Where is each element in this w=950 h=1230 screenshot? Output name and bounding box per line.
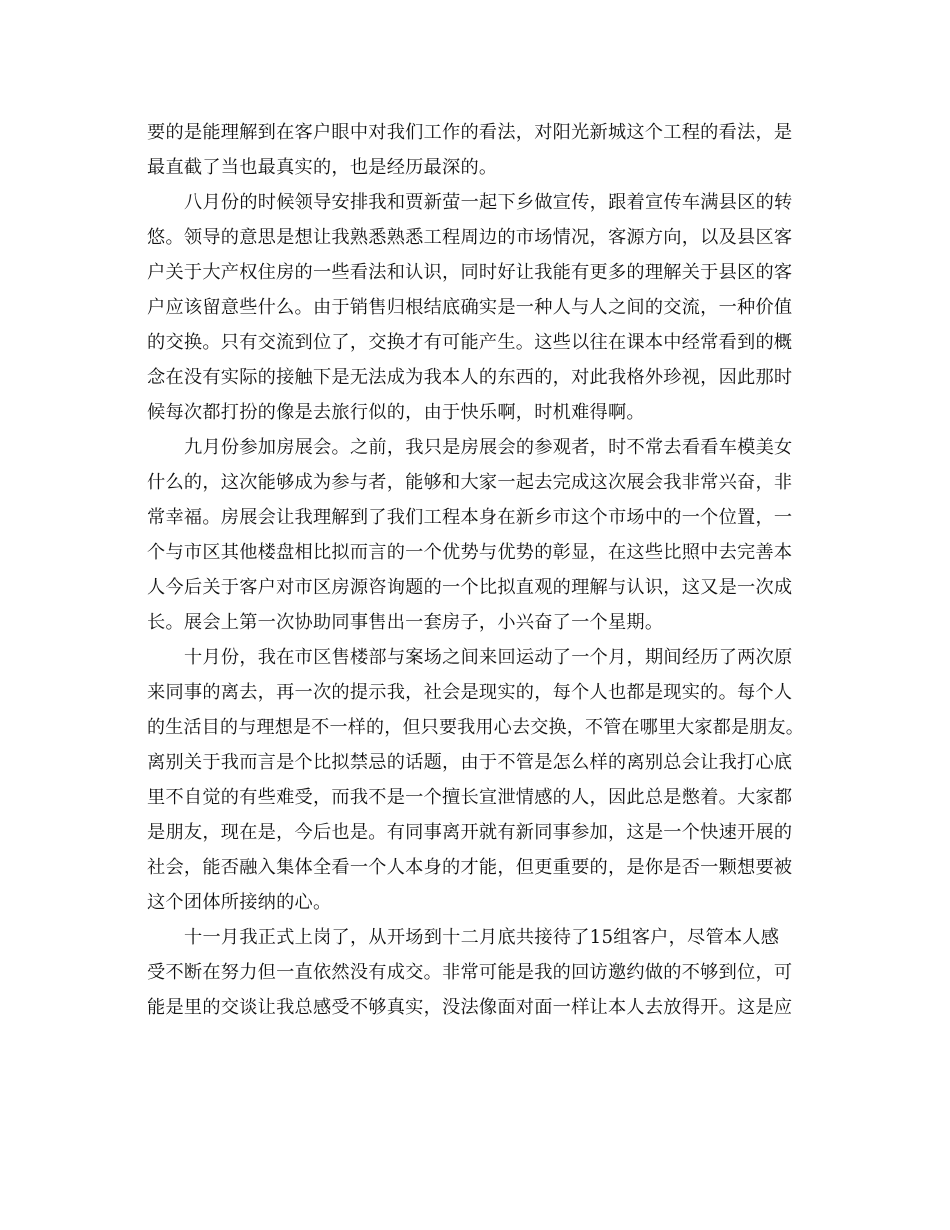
paragraph-start: 十一月我正式上岗了，从开场到十二月底共接待了15组客户，尽管本人感 — [184, 927, 780, 948]
text-line: 什么的，这次能够成为参与者，能够和大家一起去完成这次展会我非常兴奋，非 — [147, 472, 793, 493]
text-line: 的交换。只有交流到位了，交换才有可能产生。这些以往在课本中经常看到的概 — [147, 332, 793, 353]
text-line: 念在没有实际的接触下是无法成为我本人的东西的，对此我格外珍视，因此那时 — [147, 367, 793, 388]
text-line: 常幸福。房展会让我理解到了我们工程本身在新乡市这个市场中的一个位置，一 — [147, 507, 793, 528]
text-line: 来同事的离去，再一次的提示我，社会是现实的，每个人也都是现实的。每个人 — [147, 682, 793, 703]
text-line: 户应该留意些什么。由于销售归根结底确实是一种人与人之间的交流，一种价值 — [147, 297, 793, 318]
text-line: 社会，能否融入集体全看一个人本身的才能，但更重要的，是你是否一颗想要被 — [147, 857, 793, 878]
text-line: 悠。领导的意思是想让我熟悉熟悉工程周边的市场情况，客源方向，以及县区客 — [147, 227, 793, 248]
text-line: 候每次都打扮的像是去旅行似的，由于快乐啊，时机难得啊。 — [147, 402, 645, 423]
text-line: 能是里的交谈让我总感受不够真实，没法像面对面一样让本人去放得开。这是应 — [147, 997, 793, 1018]
text-line: 最直截了当也最真实的，也是经历最深的。 — [147, 157, 498, 178]
text-line: 人今后关于客户对市区房源咨询题的一个比拟直观的理解与认识，这又是一次成 — [147, 577, 793, 598]
text-line: 离别关于我而言是个比拟禁忌的话题，由于不管是怎么样的离别总会让我打心底 — [147, 752, 793, 773]
text-line: 受不断在努力但一直依然没有成交。非常可能是我的回访邀约做的不够到位，可 — [147, 962, 793, 983]
text-line: 户关于大产权住房的一些看法和认识，同时好让我能有更多的理解关于县区的客 — [147, 262, 793, 283]
text-line: 长。展会上第一次协助同事售出一套房子，小兴奋了一个星期。 — [147, 612, 664, 633]
text-line: 个与市区其他楼盘相比拟而言的一个优势与优势的彰显，在这些比照中去完善本 — [147, 542, 793, 563]
paragraph-start: 九月份参加房展会。之前，我只是房展会的参观者，时不常去看看车模美女 — [184, 437, 793, 458]
text-line: 这个团体所接纳的心。 — [147, 892, 332, 913]
paragraph-start: 八月份的时候领导安排我和贾新萤一起下乡做宣传，跟着宣传车满县区的转 — [184, 192, 793, 213]
text-line: 里不自觉的有些难受，而我不是一个擅长宣泄情感的人，因此总是憋着。大家都 — [147, 787, 793, 808]
text-line: 的生活目的与理想是不一样的，但只要我用心去交换，不管在哪里大家都是朋友。 — [147, 717, 804, 738]
text-line: 是朋友，现在是，今后也是。有同事离开就有新同事参加，这是一个快速开展的 — [147, 822, 793, 843]
paragraph-start: 十月份，我在市区售楼部与案场之间来回运动了一个月，期间经历了两次原 — [184, 647, 793, 668]
text-line: 要的是能理解到在客户眼中对我们工作的看法，对阳光新城这个工程的看法，是 — [147, 122, 793, 143]
